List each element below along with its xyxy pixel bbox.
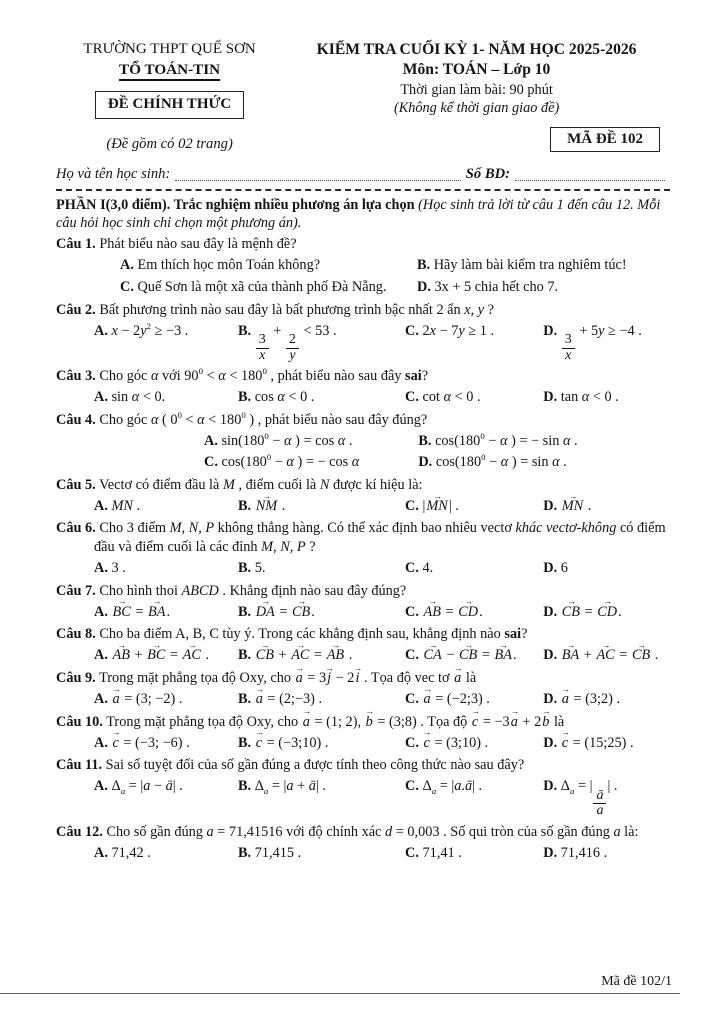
option-label: C. [405, 844, 419, 861]
option-label: B. [238, 734, 252, 751]
question-number: Câu 12. [56, 823, 103, 840]
option-text: 71,41 . [422, 844, 462, 861]
question-11-options [56, 776, 670, 820]
question-5-options [56, 495, 670, 517]
option-label: A. [120, 257, 134, 274]
option-label: D. [543, 844, 558, 861]
question-number: Câu 2. [56, 301, 96, 318]
option [238, 776, 405, 820]
option-label: A. [94, 647, 108, 664]
student-name-dotted-line [175, 179, 461, 181]
option-text: $\frac{3}{x}$ + 5y ≥ −4 . [561, 323, 642, 339]
option-text: a → = (−2;3) . [423, 691, 490, 707]
option-text: $x - 2y^2 \ge -3$ . [111, 320, 189, 339]
option-text: c → = (−3;10) . [255, 735, 329, 751]
option [238, 386, 405, 408]
option [543, 601, 670, 623]
option-text: $\cos(180^0 - \alpha$ ) = sin α . [435, 452, 567, 471]
option [204, 430, 418, 452]
option-text: $\cos(180^0 - \alpha$ ) = − cos α [221, 452, 360, 471]
option [405, 732, 543, 754]
question-number: Câu 7. [56, 582, 96, 599]
option-label: A. [94, 734, 108, 751]
option [94, 601, 238, 623]
option-label: B. [418, 432, 432, 449]
option-text: CB → = CD →. [561, 604, 622, 620]
option-label: A. [94, 388, 108, 405]
option [94, 320, 238, 364]
option-label: C. [405, 560, 419, 577]
question-6-options [56, 558, 670, 580]
question-text: Trong mặt phẳng tọa độ Oxy, cho a → = (1; 2), b → = (3;8) . Tọa độ c → = −3a → + 2b → là [106, 714, 564, 730]
option-label: C. [204, 454, 218, 471]
option-text: MN → . [561, 498, 592, 514]
option-text: 2x − 7y ≥ 1 . [422, 322, 495, 339]
question-number: Câu 4. [56, 411, 96, 428]
option-text: AB → = CD →. [423, 604, 483, 620]
option [543, 732, 670, 754]
question-1 [56, 235, 670, 254]
option [94, 645, 238, 667]
option-text: $\frac{3}{x}$ + $\frac{2}{y}$ < 53 . [255, 323, 337, 339]
question-9-options [56, 689, 670, 711]
option-label: C. [405, 778, 419, 795]
option [543, 558, 670, 580]
option-text: cot α < 0 . [422, 388, 481, 405]
question-number: Câu 10. [56, 713, 103, 730]
option-label: A. [94, 497, 108, 514]
option [543, 689, 670, 711]
option-text: DA → = CB →. [255, 604, 315, 620]
pages-note: (Đề gồm có 02 trang) [106, 135, 233, 152]
option [120, 255, 417, 277]
exam-subject: Môn: TOÁN – Lớp 10 [402, 61, 551, 79]
exam-duration: Thời gian làm bài: 90 phút [400, 81, 553, 98]
option-text: a → = (2;−3) . [255, 691, 322, 707]
exam-code-box: MÃ ĐỀ 102 [550, 127, 660, 153]
option-text: Quế Sơn là một xã của thành phố Đà Nẵng. [137, 279, 387, 295]
option [94, 842, 238, 864]
option-label: A. [94, 322, 108, 339]
option-label: C. [120, 279, 134, 295]
option-label: B. [238, 322, 252, 339]
student-info-line [56, 165, 670, 184]
option [543, 776, 670, 820]
option [405, 776, 543, 820]
option-text: BA → + AC → = CB → . [561, 647, 659, 663]
option-text: CB → + AC → = AB → . [255, 647, 353, 663]
option [405, 386, 543, 408]
question-12-options [56, 842, 670, 864]
exam-title: KIỂM TRA CUỐI KỲ 1- NĂM HỌC 2025-2026 [316, 41, 637, 58]
question-8 [56, 625, 670, 644]
school-name: TRƯỜNG THPT QUẾ SƠN [83, 41, 256, 57]
option [418, 430, 670, 452]
option [94, 732, 238, 754]
question-number: Câu 8. [56, 626, 96, 643]
option-label: D. [543, 322, 558, 339]
option [94, 776, 238, 820]
option [120, 277, 417, 299]
option-label: C. [405, 497, 419, 514]
option [543, 320, 670, 364]
question-number: Câu 9. [56, 670, 96, 686]
option-text: sin α < 0. [111, 388, 166, 405]
question-text: Cho ba điểm A, B, C tùy ý. Trong các khẳng định sau, khẳng định nào sai? [99, 626, 528, 643]
option-label: A. [204, 432, 218, 449]
part1-heading-bold: PHẦN I(3,0 điểm). Trắc nghiệm nhiều phương án lựa chọn [56, 196, 419, 213]
option-text: CA → − CB → = BA →. [423, 647, 517, 663]
option-label: A. [94, 691, 108, 708]
option-label: B. [238, 691, 252, 708]
question-text: Cho hình thoi ABCD . Khẳng định nào sau đây đúng? [99, 582, 407, 599]
option-label: D. [543, 734, 558, 751]
question-3 [56, 367, 670, 386]
question-7 [56, 582, 670, 601]
option [405, 842, 543, 864]
option-text: 3x + 5 chia hết cho 7. [434, 279, 559, 295]
question-number: Câu 11. [56, 757, 103, 774]
question-5 [56, 476, 670, 495]
question-text: Cho góc α ( $0^0 < \alpha < 180^0$ ) , phát biểu nào sau đây đúng? [99, 409, 428, 428]
option-text: BC → = BA →. [111, 604, 170, 620]
student-id-label: Số BD: [465, 165, 510, 182]
option-label: D. [543, 778, 558, 795]
option-label: B. [238, 388, 252, 405]
option [238, 558, 405, 580]
option-label: D. [543, 691, 558, 708]
option-text: MN . [111, 497, 141, 514]
option-text: a → = (3; −2) . [111, 691, 182, 707]
option-text: c → = (−3; −6) . [111, 735, 189, 751]
option [94, 386, 238, 408]
option [543, 386, 670, 408]
option [94, 558, 238, 580]
option-text: NM → . [255, 498, 286, 514]
question-text: Cho 3 điểm M, N, P không thẳng hàng. Có thể xác định bao nhiêu vectơ khác vectơ-không có điểm đầu và điểm cuối là các đỉnh M, N, P ? [94, 520, 666, 556]
question-7-options [56, 601, 670, 623]
option-text: Hãy làm bài kiểm tra nghiêm túc! [433, 257, 627, 274]
part1-heading [56, 196, 670, 233]
question-10-options [56, 732, 670, 754]
option-label: C. [405, 603, 419, 620]
option-label: C. [405, 388, 419, 405]
question-text: Cho số gần đúng a = 71,41516 với độ chính xác d = 0,003 . Số qui tròn của số gần đúng a là: [106, 823, 639, 840]
option-label: D. [543, 497, 558, 514]
option-text: $\Delta_a$ = | $\frac{ā}{a}$ | . [560, 778, 618, 819]
question-text: Phát biểu nào sau đây là mệnh đề? [99, 236, 297, 253]
question-number: Câu 3. [56, 367, 96, 384]
exam-duration-note: (Không kể thời gian giao đề) [393, 100, 560, 117]
option-text: 5. [254, 560, 266, 577]
option-label: A. [94, 560, 108, 577]
option-text: c → = (15;25) . [561, 735, 634, 751]
question-2 [56, 301, 670, 320]
option-label: C. [405, 691, 419, 708]
question-number: Câu 6. [56, 520, 96, 537]
option-text: Em thích học môn Toán không? [137, 257, 321, 274]
question-6 [56, 519, 670, 556]
option-label: D. [543, 647, 558, 664]
question-text: Cho góc α với $90^0 < \alpha < 180^0$ , phát biểu nào sau đây sai? [99, 366, 429, 384]
option-label: A. [94, 844, 108, 861]
option [405, 601, 543, 623]
option-text: $\sin(180^0 - \alpha$ ) = cos α . [221, 430, 353, 449]
option [417, 277, 670, 299]
option [405, 558, 543, 580]
option [238, 320, 405, 364]
option-label: C. [405, 322, 419, 339]
option-label: D. [543, 560, 558, 577]
option [418, 452, 670, 474]
option [543, 645, 670, 667]
option [238, 732, 405, 754]
option [405, 320, 543, 364]
option-label: D. [417, 279, 431, 295]
option-text: cos α < 0 . [254, 388, 315, 405]
question-3-options [56, 386, 670, 408]
option-text: $\Delta_a = |a$ − ā| . [111, 778, 183, 797]
option [238, 495, 405, 517]
header-right [283, 40, 670, 154]
option-text: 4. [422, 560, 434, 577]
option-label: C. [405, 734, 419, 751]
option-text: 6 [560, 560, 568, 577]
department-name: TỔ TOÁN-TIN [119, 60, 221, 78]
header [56, 40, 670, 154]
dashed-separator [56, 189, 670, 191]
option [405, 645, 543, 667]
option-text: c → = (3;10) . [423, 735, 489, 751]
question-number: Câu 1. [56, 236, 96, 253]
option-label: B. [238, 647, 252, 664]
question-8-options [56, 645, 670, 667]
option-label: B. [238, 778, 252, 795]
option-label: A. [94, 603, 108, 620]
option [417, 255, 670, 277]
option-label: B. [238, 844, 252, 861]
option-label: B. [417, 257, 431, 274]
option-text: a → = (3;2) . [561, 691, 620, 707]
header-left [56, 40, 283, 154]
option [543, 842, 670, 864]
question-text: Bất phương trình nào sau đây là bất phương trình bậc nhất 2 ẩn x, y ? [99, 301, 495, 318]
option [405, 495, 543, 517]
option [94, 689, 238, 711]
option-text: 3 . [111, 560, 126, 577]
option-text: 71,42 . [111, 844, 151, 861]
questions-list [56, 235, 670, 863]
option [238, 689, 405, 711]
question-number: Câu 5. [56, 476, 96, 493]
option-text: AB → + BC → = AC → . [111, 647, 209, 663]
option-text: 71,415 . [254, 844, 302, 861]
option [543, 495, 670, 517]
part1-heading-italic: (Học sinh trả lời từ câu 1 đến câu 12. Mỗi câu hỏi học sinh chỉ chọn một phương án). [56, 196, 661, 232]
option-text: $\Delta_a = |a$ + ā| . [254, 778, 326, 797]
option-label: D. [543, 603, 558, 620]
question-9 [56, 669, 670, 688]
question-12 [56, 823, 670, 842]
option-label: A. [94, 778, 108, 795]
question-11 [56, 756, 670, 775]
option-text: $\cos(180^0 - \alpha$ ) = − sin α . [435, 430, 578, 449]
option-label: C. [405, 647, 419, 664]
question-text: Trong mặt phẳng tọa độ Oxy, cho a → = 3j → − 2i → . Tọa độ vec tơ a → là [99, 670, 476, 686]
option-label: B. [238, 560, 252, 577]
student-name-label: Họ và tên học sinh: [56, 165, 171, 182]
option-text: tan α < 0 . [560, 388, 619, 405]
student-id-dotted-line [515, 179, 665, 181]
question-text: Vectơ có điểm đầu là M , điểm cuối là N được kí hiệu là: [99, 476, 423, 493]
question-4-options [56, 430, 670, 473]
option [204, 452, 418, 474]
question-10 [56, 713, 670, 732]
option [238, 842, 405, 864]
official-exam-box: ĐỀ CHÍNH THỨC [95, 91, 244, 119]
option-label: B. [238, 497, 252, 514]
option [238, 601, 405, 623]
option-text: $\Delta_a$ = |a.ā| . [422, 778, 483, 797]
option [94, 495, 238, 517]
question-4 [56, 411, 670, 430]
page-footer: Mã đề 102/1 [0, 973, 680, 994]
question-1-options [56, 255, 670, 298]
option [238, 645, 405, 667]
question-2-options [56, 320, 670, 364]
question-text: Sai số tuyệt đối của số gần đúng a được tính theo công thức nào sau đây? [105, 757, 525, 774]
option-text: 71,416 . [560, 844, 608, 861]
option-label: D. [543, 388, 558, 405]
option-label: B. [238, 603, 252, 620]
option-text: |MN →| . [423, 498, 459, 514]
option-label: D. [418, 454, 433, 471]
